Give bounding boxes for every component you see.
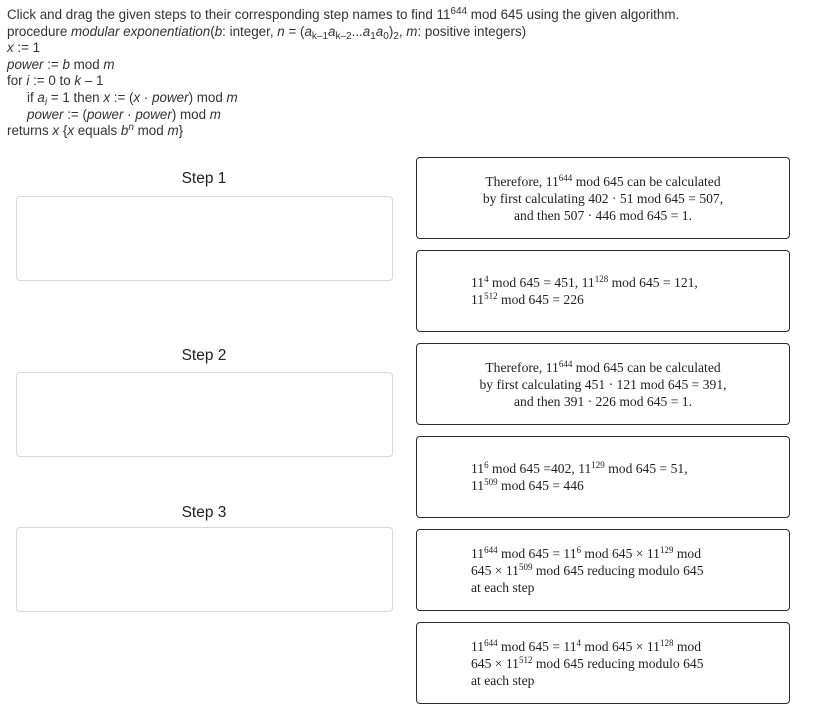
card-line: $11^4$ mod 645 = 451, $11^{128}$ mod 645 = 121, [471,274,698,290]
draggable-step-card-5[interactable] [416,529,790,611]
step-2-label: Step 2 [181,347,227,364]
procedure-line: procedure modular exponentiation(b: integer, $n = (a_{k-1}a_{k-2}...a_1a_0)_2$, m: positive integers) [7,23,527,42]
card-line: $11^{512}$ mod 645 = 226 [471,291,584,307]
step-2-drop-zone[interactable] [16,372,393,457]
algorithm-line-for: for i := 0 to k – 1 [7,73,104,89]
card-line: at each step [471,672,535,688]
algorithm-line-x: x := 1 [7,40,41,56]
draggable-step-card-3[interactable] [416,343,790,425]
step-3-drop-zone[interactable] [16,527,393,612]
draggable-step-card-1[interactable] [416,157,790,239]
step-1-drop-zone[interactable] [16,196,393,281]
card-line: Therefore, $11^{644}$ mod 645 can be calculated [485,172,721,189]
card-line: $645 \times 11^{509}$ mod 645 reducing modulo 645 [471,561,704,578]
card-line: $645 \times 11^{512}$ mod 645 reducing modulo 645 [471,654,704,671]
card-line: $11^{644}$ mod $645 = 11^4$ mod $645 \times 11^{128}$ mod [471,637,702,654]
draggable-step-card-4[interactable] [416,436,790,518]
card-line: and then 507 · 446 mod 645 = 1. [514,207,692,223]
card-line: $11^6$ mod 645 =402, $11^{129}$ mod 645 = 51, [471,460,688,476]
step-1-label: Step 1 [181,170,227,187]
algorithm-line-returns: returns x {x equals $b^n$ mod m} [7,122,184,139]
card-line: $11^{509}$ mod 645 = 446 [471,477,584,493]
card-line: by first calculating 402 · 51 mod 645 = 507, [482,190,724,206]
card-line: at each step [471,579,535,595]
card-line: and then 391 · 226 mod 645 = 1. [514,393,692,409]
question-text [7,7,807,140]
instruction-line: Click and drag the given steps to their corresponding step names to find $11^{644}$ mod 645 using the given algorithm. [7,6,680,22]
card-line: $11^{644}$ mod $645 = 11^6$ mod $645 \times 11^{129}$ mod [471,544,702,561]
algorithm-line-if: if $a_i = 1$ then x := (x · power) mod m [27,89,238,108]
card-line: Therefore, $11^{644}$ mod 645 can be calculated [485,358,721,375]
step-3-label: Step 3 [181,504,227,521]
algorithm-line-power: power := b mod m [7,56,115,72]
draggable-step-card-6[interactable] [416,622,790,704]
algorithm-line-power-update: power := (power · power) mod m [27,106,221,122]
draggable-step-card-2[interactable] [416,250,790,332]
card-line: by first calculating 451 · 121 mod 645 = 391, [479,376,727,392]
